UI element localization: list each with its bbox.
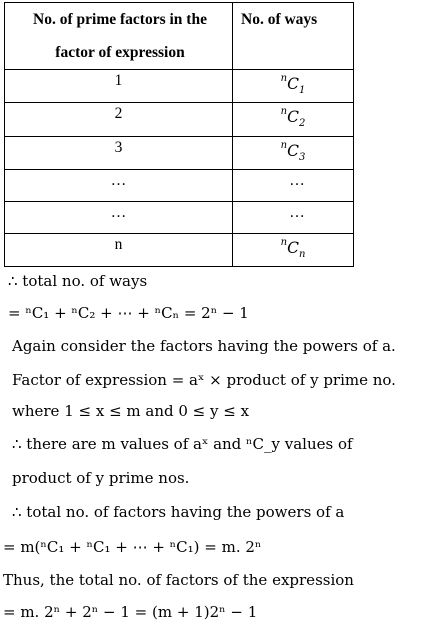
prime-count-cell: … [5, 169, 233, 201]
ncr-superscript: n [280, 236, 288, 248]
factor-of-expression-line: Factor of expression = aˣ × product of y prime no. [12, 371, 396, 389]
ncr-letter: C [287, 108, 299, 127]
ways-cell [233, 103, 354, 136]
ncr-letter: C [287, 238, 299, 257]
table-row [5, 233, 354, 266]
ways-cell: … [233, 201, 354, 233]
header-no-of-ways: No. of ways [233, 3, 354, 70]
ncr-superscript: n [280, 73, 288, 84]
table-row [5, 136, 354, 169]
ncr-subscript: 1 [298, 85, 306, 97]
ncr-subscript: 2 [298, 118, 306, 130]
total-factors-powers-line: ∴ total no. of factors having the powers of a [12, 503, 345, 521]
prime-count-cell: n [5, 233, 233, 266]
ncr-letter: C [287, 75, 299, 94]
table-row [5, 201, 354, 233]
table-header-row [5, 3, 354, 70]
thus-total-line: Thus, the total no. of factors of the expression [3, 571, 354, 589]
total-ways-formula: = ⁿC₁ + ⁿC₂ + ⋯ + ⁿCₙ = 2ⁿ − 1 [8, 304, 249, 322]
ways-cell: … [233, 169, 354, 201]
again-consider-line: Again consider the factors having the powers of a. [12, 337, 396, 355]
ncr-subscript: 3 [298, 151, 306, 163]
ways-cell [233, 70, 354, 103]
ways-cell [233, 136, 354, 169]
product-prime-nos-line: product of y prime nos. [12, 469, 190, 487]
final-formula: = m. 2ⁿ + 2ⁿ − 1 = (m + 1)2ⁿ − 1 [3, 603, 258, 621]
m-values-line: ∴ there are m values of aˣ and ⁿC_y values of [12, 435, 353, 453]
ncr-subscript: n [298, 249, 306, 260]
ncr-letter: C [287, 141, 299, 160]
header-line-2: factor of expression [55, 44, 185, 61]
where-condition-line: where 1 ≤ x ≤ m and 0 ≤ y ≤ x [12, 402, 250, 420]
prime-factors-ways-table [4, 2, 354, 267]
table-row [5, 169, 354, 201]
ways-cell [233, 233, 354, 266]
prime-count-cell: 1 [5, 70, 233, 103]
ncr-superscript: n [280, 106, 288, 118]
table-row [5, 70, 354, 103]
header-line-1: No. of prime factors in the [33, 11, 207, 28]
table-row [5, 103, 354, 136]
header-prime-factors [5, 3, 233, 70]
m-times-formula: = m(ⁿC₁ + ⁿC₁ + ⋯ + ⁿC₁) = m. 2ⁿ [3, 538, 262, 556]
prime-count-cell: … [5, 201, 233, 233]
prime-count-cell: 2 [5, 103, 233, 136]
prime-count-cell: 3 [5, 136, 233, 169]
total-ways-line: ∴ total no. of ways [8, 272, 148, 290]
ncr-superscript: n [280, 139, 288, 151]
